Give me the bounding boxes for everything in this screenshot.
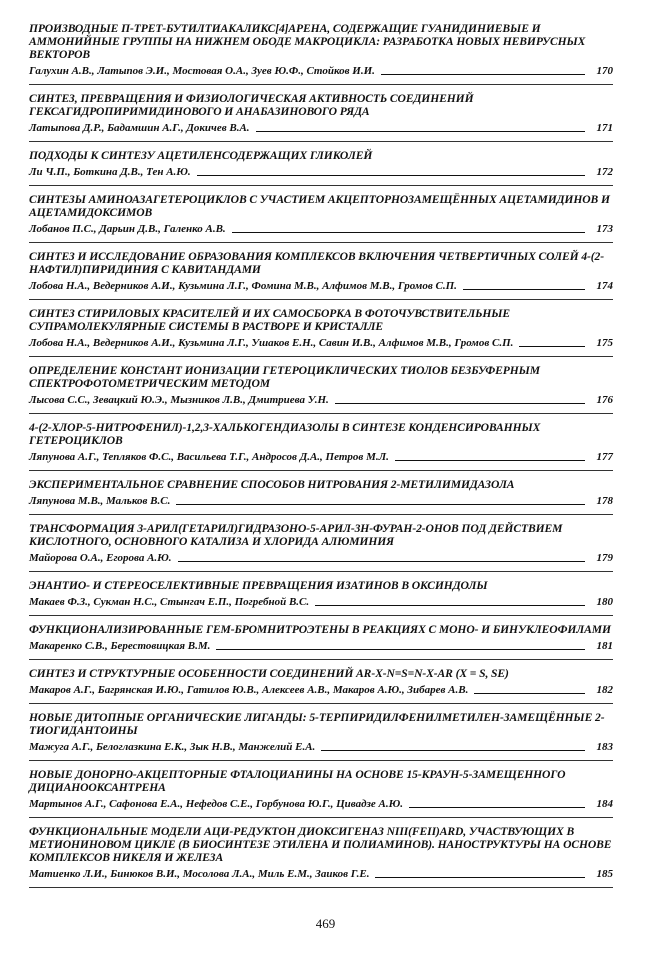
entry-authors: Макаренко С.В., Берестовицкая В.М. [29, 640, 211, 652]
entry-title: СИНТЕЗ, ПРЕВРАЩЕНИЯ И ФИЗИОЛОГИЧЕСКАЯ АКТИВНОСТЬ СОЕДИНЕНИЙ ГЕКСАГИДРОПИРИМИДИНОВОГО И АНАБАЗИНОВОГО РЯДА [29, 92, 474, 118]
entry-authors-row [29, 166, 613, 186]
entry-title: ОПРЕДЕЛЕНИЕ КОНСТАНТ ИОНИЗАЦИИ ГЕТЕРОЦИКЛИЧЕСКИХ ТИОЛОВ БЕЗБУФЕРНЫМ СПЕКТРОФОТОМЕТРИЧЕСКИМ МЕТОДОМ [29, 364, 540, 390]
toc-entry [29, 579, 613, 616]
entry-title: ФУНКЦИОНАЛИЗИРОВАННЫЕ ГЕМ-БРОМНИТРОЭТЕНЫ В РЕАКЦИЯХ С МОНО- И БИНУКЛЕОФИЛАМИ [29, 623, 611, 636]
entry-authors-row [29, 640, 613, 660]
toc-entry [29, 768, 613, 818]
toc-entry [29, 193, 613, 243]
toc-entry [29, 22, 613, 85]
entry-authors-row [29, 684, 613, 704]
entry-title: ЭНАНТИО- И СТЕРЕОСЕЛЕКТИВНЫЕ ПРЕВРАЩЕНИЯ ИЗАТИНОВ В ОКСИНДОЛЫ [29, 579, 488, 592]
dot-leader-line [176, 504, 585, 505]
entry-page-number: 178 [596, 495, 613, 507]
toc-entry [29, 825, 613, 888]
toc-entry [29, 92, 613, 142]
entry-authors: Мажуга А.Г., Белоглазкина Е.К., Зык Н.В., Манжелий Е.А. [29, 741, 316, 753]
entry-authors-row [29, 451, 613, 471]
toc-entry [29, 250, 613, 300]
dot-leader-line [232, 232, 585, 233]
entry-authors: Лобанов П.С., Дарьин Д.В., Галенко А.В. [29, 223, 226, 235]
entry-page-number: 177 [596, 451, 613, 463]
entry-authors-row [29, 596, 613, 616]
entry-authors-row [29, 741, 613, 761]
entry-page-number: 179 [596, 552, 613, 564]
entry-authors: Латыпова Д.Р., Бадамшин А.Г., Докичев В.А. [29, 122, 250, 134]
entry-page-number: 183 [596, 741, 613, 753]
dot-leader-line [519, 346, 585, 347]
entry-authors: Матиенко Л.И., Бинюков В.И., Мосолова Л.А., Миль Е.М., Заиков Г.Е. [29, 868, 370, 880]
entry-authors: Лобова Н.А., Ведерников А.И., Кузьмина Л.Г., Ушаков Е.Н., Савин И.В., Алфимов М.В., Громов С.П. [29, 337, 514, 349]
toc-entry [29, 421, 613, 471]
entry-page-number: 180 [596, 596, 613, 608]
page-number: 469 [315, 916, 336, 931]
entry-authors: Ляпунова М.В., Мальков В.С. [29, 495, 171, 507]
entry-authors-row [29, 337, 613, 357]
entry-title: 4-(2-ХЛОР-5-НИТРОФЕНИЛ)-1,2,3-ХАЛЬКОГЕНДИАЗОЛЫ В СИНТЕЗЕ КОНДЕНСИРОВАННЫХ ГЕТЕРОЦИКЛОВ [29, 421, 541, 447]
toc-entry [29, 307, 613, 357]
entry-page-number: 184 [596, 798, 613, 810]
entry-authors: Ли Ч.П., Боткина Д.В., Тен А.Ю. [29, 166, 191, 178]
entry-authors-row [29, 552, 613, 572]
entry-page-number: 174 [596, 280, 613, 292]
entry-page-number: 175 [596, 337, 613, 349]
toc-entry [29, 149, 613, 186]
dot-leader-line [474, 693, 585, 694]
toc-entry [29, 623, 613, 660]
entry-title: СИНТЕЗ СТИРИЛОВЫХ КРАСИТЕЛЕЙ И ИХ САМОСБОРКА В ФОТОЧУВСТВИТЕЛЬНЫЕ СУПРАМОЛЕКУЛЯРНЫЕ СИСТЕМЫ В РАСТВОРЕ И КРИСТАЛЛЕ [29, 307, 511, 333]
entry-authors-row [29, 495, 613, 515]
entry-page-number: 171 [596, 122, 613, 134]
toc-entry [29, 667, 613, 704]
toc-entry [29, 711, 613, 761]
entry-authors: Галухин А.В., Латыпов Э.И., Мостовая О.А., Зуев Ю.Ф., Стойков И.И. [29, 65, 375, 77]
entry-authors-row [29, 122, 613, 142]
entry-authors-row [29, 65, 613, 85]
entry-authors: Макаров А.Г., Багрянская И.Ю., Гатилов Ю.В., Алексеев А.В., Макаров А.Ю., Зибарев А.В. [29, 684, 469, 696]
entry-title: СИНТЕЗЫ АМИНОАЗАГЕТЕРОЦИКЛОВ С УЧАСТИЕМ АКЦЕПТОРНОЗАМЕЩЁННЫХ АЦЕТАМИДИНОВ И АЦЕТАМИДОКСИМОВ [29, 193, 610, 219]
entry-page-number: 181 [596, 640, 613, 652]
entry-title: ПРОИЗВОДНЫЕ П-ТРЕТ-БУТИЛТИАКАЛИКС[4]АРЕНА, СОДЕРЖАЩИЕ ГУАНИДИНИЕВЫЕ И АММОНИЙНЫЕ ГРУППЫ НА НИЖНЕМ ОБОДЕ МАКРОЦИКЛА: РАЗРАБОТКА НОВЫХ НЕВИРУСНЫХ ВЕКТОРОВ [29, 22, 586, 61]
entry-authors: Лобова Н.А., Ведерников А.И., Кузьмина Л.Г., Фомина М.В., Алфимов М.В., Громов С.П. [29, 280, 457, 292]
entry-authors-row [29, 394, 613, 414]
dot-leader-line [197, 175, 585, 176]
dot-leader-line [375, 877, 585, 878]
toc-entry [29, 522, 613, 572]
entry-authors-row [29, 223, 613, 243]
entry-authors-row [29, 798, 613, 818]
entry-authors: Макаев Ф.З., Сукман Н.С., Стынгач Е.П., Погребной В.С. [29, 596, 310, 608]
dot-leader-line [178, 561, 585, 562]
dot-leader-line [321, 750, 585, 751]
entry-page-number: 176 [596, 394, 613, 406]
entry-page-number: 185 [596, 868, 613, 880]
entry-authors: Ляпунова А.Г., Тепляков Ф.С., Васильева Т.Г., Андросов Д.А., Петров М.Л. [29, 451, 389, 463]
dot-leader-line [335, 403, 585, 404]
dot-leader-line [395, 460, 585, 461]
entry-title: ЭКСПЕРИМЕНТАЛЬНОЕ СРАВНЕНИЕ СПОСОБОВ НИТРОВАНИЯ 2-МЕТИЛИМИДАЗОЛА [29, 478, 515, 491]
table-of-contents [29, 22, 613, 888]
entry-page-number: 170 [596, 65, 613, 77]
entry-authors-row [29, 280, 613, 300]
entry-authors: Мартынов А.Г., Сафонова Е.А., Нефедов С.Е., Горбунова Ю.Г., Цивадзе А.Ю. [29, 798, 403, 810]
dot-leader-line [381, 74, 585, 75]
entry-authors-row [29, 868, 613, 888]
toc-entry [29, 364, 613, 414]
entry-title: СИНТЕЗ И ИССЛЕДОВАНИЕ ОБРАЗОВАНИЯ КОМПЛЕКСОВ ВКЛЮЧЕНИЯ ЧЕТВЕРТИЧНЫХ СОЛЕЙ 4-(2-НАФТИЛ)ПИРИДИНИЯ С КАВИТАНДАМИ [29, 250, 605, 276]
entry-page-number: 172 [596, 166, 613, 178]
dot-leader-line [463, 289, 585, 290]
toc-entry [29, 478, 613, 515]
dot-leader-line [409, 807, 585, 808]
dot-leader-line [216, 649, 585, 650]
dot-leader-line [315, 605, 585, 606]
entry-title: СИНТЕЗ И СТРУКТУРНЫЕ ОСОБЕННОСТИ СОЕДИНЕНИЙ AR-X-N=S=N-X-AR (X = S, SE) [29, 667, 509, 680]
entry-title: ПОДХОДЫ К СИНТЕЗУ АЦЕТИЛЕНСОДЕРЖАЩИХ ГЛИКОЛЕЙ [29, 149, 373, 162]
entry-page-number: 182 [596, 684, 613, 696]
entry-title: НОВЫЕ ДОНОРНО-АКЦЕПТОРНЫЕ ФТАЛОЦИАНИНЫ НА ОСНОВЕ 15-КРАУН-5-ЗАМЕЩЕННОГО ДИЦИАНООКСАНТРЕНА [29, 768, 566, 794]
entry-title: ФУНКЦИОНАЛЬНЫЕ МОДЕЛИ АЦИ-РЕДУКТОН ДИОКСИГЕНАЗ NIII(FEII)ARD, УЧАСТВУЮЩИХ В МЕТИОНИНОВОМ ЦИКЛЕ (В БИОСИНТЕЗЕ ЭТИЛЕНА И ПОЛИАМИНОВ). НАНОСТРУКТУРЫ НА ОСНОВЕ КОМПЛЕКСОВ НИКЕЛЯ И ЖЕЛЕЗА [29, 825, 612, 864]
entry-title: НОВЫЕ ДИТОПНЫЕ ОРГАНИЧЕСКИЕ ЛИГАНДЫ: 5-ТЕРПИРИДИЛФЕНИЛМЕТИЛЕН-ЗАМЕЩЁННЫЕ 2-ТИОГИДАНТОИНЫ [29, 711, 605, 737]
dot-leader-line [256, 131, 585, 132]
entry-authors: Майорова О.А., Егорова А.Ю. [29, 552, 172, 564]
entry-page-number: 173 [596, 223, 613, 235]
entry-title: ТРАНСФОРМАЦИЯ 3-АРИЛ(ГЕТАРИЛ)ГИДРАЗОНО-5-АРИЛ-3Н-ФУРАН-2-ОНОВ ПОД ДЕЙСТВИЕМ КИСЛОТНОГО, ОСНОВНОГО КАТАЛИЗА И ХЛОРИДА АЛЮМИНИЯ [29, 522, 563, 548]
entry-authors: Лысова С.С., Зевацкий Ю.Э., Мызников Л.В., Дмитриева У.Н. [29, 394, 329, 406]
